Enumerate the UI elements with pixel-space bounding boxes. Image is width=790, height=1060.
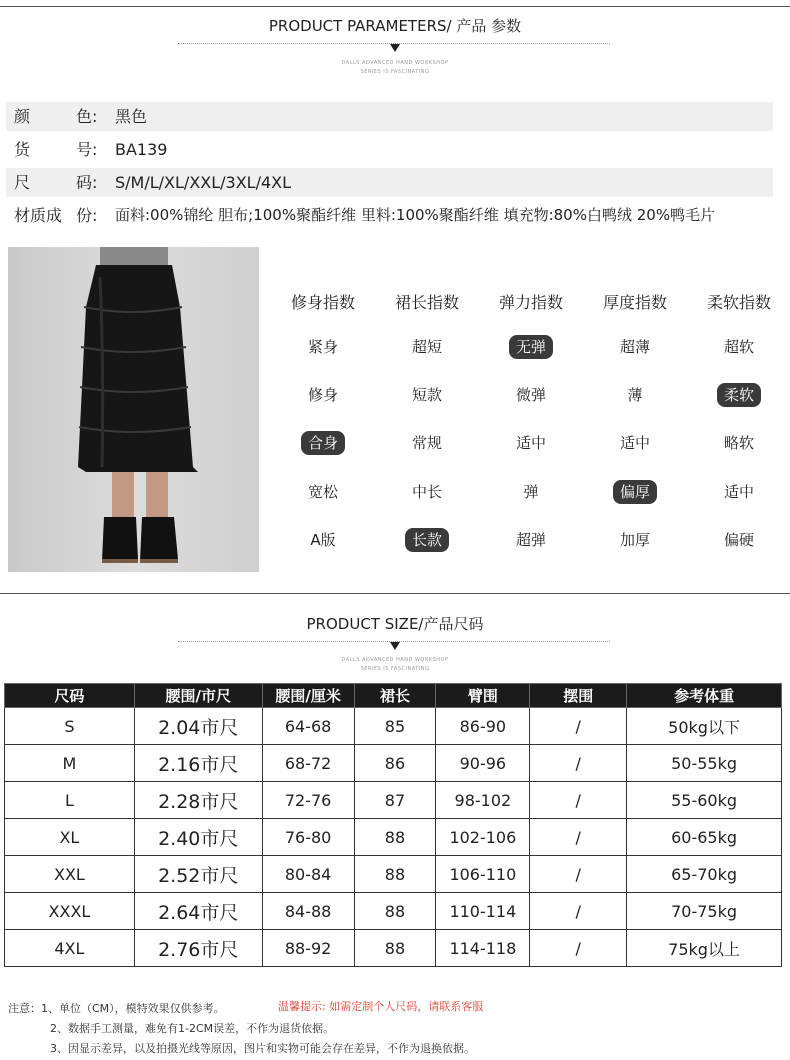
index-option-label: 宽松 <box>307 483 338 501</box>
table-cell: 85 <box>354 708 436 745</box>
index-option <box>481 431 581 455</box>
header-hem: 摆围 <box>530 684 627 708</box>
index-option <box>273 335 373 359</box>
index-option <box>377 480 477 504</box>
index-option-label: 适中 <box>515 434 546 452</box>
table-cell: 50kg以下 <box>627 708 782 745</box>
product-photo <box>8 247 259 572</box>
index-option <box>377 335 477 359</box>
index-header-fit: 修身指数 <box>290 293 355 312</box>
table-cell: 88-92 <box>262 930 354 967</box>
table-row <box>5 930 782 967</box>
note-line-2: 2、数据手工测量，难免有1-2CM误差，不作为退货依据。 <box>50 1022 335 1035</box>
subtitle-line-2: SERIES IS FASCINATING <box>360 69 430 75</box>
index-header-length: 裙长指数 <box>394 293 459 312</box>
index-option <box>273 480 373 504</box>
top-divider <box>0 6 790 7</box>
table-cell: 86-90 <box>436 708 530 745</box>
table-cell: 50-55kg <box>627 745 782 782</box>
header-skirt-length: 裙长 <box>354 684 436 708</box>
param-value: 黑色 <box>115 107 148 126</box>
table-cell: 65-70kg <box>627 856 782 893</box>
table-cell: 88 <box>354 893 436 930</box>
down-triangle-icon <box>390 44 400 52</box>
table-cell: 88 <box>354 856 436 893</box>
table-cell: 2.76市尺 <box>134 930 262 967</box>
table-row <box>5 745 782 782</box>
table-cell: / <box>530 708 627 745</box>
subtitle-line-2: SERIES IS FASCINATING <box>360 666 430 672</box>
table-cell: 2.52市尺 <box>134 856 262 893</box>
param-row-size <box>6 168 773 197</box>
index-header-softness: 柔软指数 <box>706 293 771 312</box>
index-option-label: 适中 <box>619 434 650 452</box>
index-option <box>481 335 581 359</box>
table-cell: L <box>5 782 135 819</box>
parameters-title: PRODUCT PARAMETERS/ 产品 参数 <box>268 17 522 35</box>
down-triangle-icon <box>390 642 400 650</box>
table-cell: 64-68 <box>262 708 354 745</box>
index-option-selected: 偏厚 <box>613 480 657 504</box>
table-row <box>5 893 782 930</box>
header-waist-cm: 腰围/厘米 <box>262 684 354 708</box>
param-value: S/M/L/XL/XXL/3XL/4XL <box>115 173 292 192</box>
table-cell: 2.16市尺 <box>134 745 262 782</box>
table-cell: 2.64市尺 <box>134 893 262 930</box>
param-label-2: 色: <box>76 107 98 126</box>
index-option <box>689 431 789 455</box>
table-row <box>5 708 782 745</box>
index-option <box>689 335 789 359</box>
table-cell: 80-84 <box>262 856 354 893</box>
table-cell: 55-60kg <box>627 782 782 819</box>
param-row-sku <box>6 135 773 164</box>
table-cell: 75kg以上 <box>627 930 782 967</box>
table-row <box>5 782 782 819</box>
table-cell: XXXL <box>5 893 135 930</box>
note-line-1: 注意：1、单位（CM），模特效果仅供参考。 <box>8 1002 225 1015</box>
param-label-2: 号: <box>76 140 98 159</box>
index-option <box>481 480 581 504</box>
index-header-elasticity: 弹力指数 <box>498 293 563 312</box>
index-option <box>377 383 477 407</box>
index-option-label: 中长 <box>411 483 442 501</box>
table-cell: 2.04市尺 <box>134 708 262 745</box>
index-option <box>585 431 685 455</box>
index-option-label: 弹 <box>523 483 539 501</box>
index-option-label: 超软 <box>723 338 754 356</box>
table-cell: 90-96 <box>436 745 530 782</box>
index-option-label: 超短 <box>411 338 442 356</box>
header-waist-chi: 腰围/市尺 <box>134 684 262 708</box>
header-weight: 参考体重 <box>627 684 782 708</box>
note-line-3: 3、因显示差异，以及拍摄光线等原因，图片和实物可能会存在差异，不作为退换依据。 <box>50 1042 475 1055</box>
index-option <box>689 480 789 504</box>
param-label: 尺 <box>14 173 31 192</box>
table-cell: 87 <box>354 782 436 819</box>
index-option-label: 短款 <box>411 386 442 404</box>
index-option-label: 偏硬 <box>723 531 754 549</box>
param-value: 面料:00%锦纶 胆布;100%聚酯纤维 里料:100%聚酯纤维 填充物:80%白鸭绒 20%鸭毛片 <box>115 206 716 224</box>
table-cell: 86 <box>354 745 436 782</box>
index-option-selected: 长款 <box>405 528 449 552</box>
index-option-label: 超薄 <box>619 338 650 356</box>
index-option-label: A版 <box>310 531 336 549</box>
table-cell: 68-72 <box>262 745 354 782</box>
index-option <box>481 528 581 552</box>
param-label-2: 码: <box>76 173 98 192</box>
table-cell: 98-102 <box>436 782 530 819</box>
table-cell: / <box>530 930 627 967</box>
table-row <box>5 819 782 856</box>
table-cell: S <box>5 708 135 745</box>
size-table <box>4 683 782 967</box>
table-cell: / <box>530 745 627 782</box>
index-option <box>377 431 477 455</box>
index-option <box>689 528 789 552</box>
table-cell: 70-75kg <box>627 893 782 930</box>
table-cell: / <box>530 819 627 856</box>
index-option-label: 超弹 <box>515 531 546 549</box>
table-cell: / <box>530 856 627 893</box>
subtitle-line-1: DALLS ADVANCED HAND WORKSHOP <box>341 657 449 663</box>
index-option <box>585 383 685 407</box>
index-option-label: 略软 <box>723 434 754 452</box>
table-cell: 88 <box>354 819 436 856</box>
table-cell: 2.40市尺 <box>134 819 262 856</box>
index-option-label: 薄 <box>627 386 643 404</box>
warm-tip: 温馨提示: 如需定制个人尺码，请联系客服 <box>278 1000 484 1013</box>
table-cell: / <box>530 782 627 819</box>
index-option <box>689 383 789 407</box>
size-title: PRODUCT SIZE/产品尺码 <box>306 615 484 633</box>
param-label-2: 份: <box>76 206 98 225</box>
table-cell: 4XL <box>5 930 135 967</box>
table-header-row <box>5 684 782 708</box>
index-option <box>273 383 373 407</box>
index-option-label: 微弹 <box>515 386 546 404</box>
param-label: 货 <box>14 140 31 159</box>
table-row <box>5 856 782 893</box>
index-option <box>377 528 477 552</box>
param-row-material <box>6 201 773 230</box>
index-option-selected: 柔软 <box>717 383 761 407</box>
index-option-label: 常规 <box>411 434 442 452</box>
param-value: BA139 <box>115 140 168 159</box>
index-option-selected: 无弹 <box>509 335 553 359</box>
index-option-label: 加厚 <box>619 531 650 549</box>
table-cell: XXL <box>5 856 135 893</box>
table-cell: 110-114 <box>436 893 530 930</box>
table-cell: 102-106 <box>436 819 530 856</box>
index-option-label: 适中 <box>723 483 754 501</box>
table-cell: 114-118 <box>436 930 530 967</box>
table-cell: 60-65kg <box>627 819 782 856</box>
table-cell: 88 <box>354 930 436 967</box>
table-cell: 76-80 <box>262 819 354 856</box>
index-option <box>585 528 685 552</box>
table-cell: / <box>530 893 627 930</box>
header-hip: 臂围 <box>436 684 530 708</box>
table-cell: M <box>5 745 135 782</box>
index-option <box>585 480 685 504</box>
index-header-thickness: 厚度指数 <box>602 293 667 312</box>
header-size: 尺码 <box>5 684 135 708</box>
param-label: 颜 <box>14 107 31 126</box>
index-option <box>273 431 373 455</box>
index-option <box>481 383 581 407</box>
param-label: 材质成 <box>14 206 63 225</box>
index-option <box>585 335 685 359</box>
index-option <box>273 528 373 552</box>
table-cell: 84-88 <box>262 893 354 930</box>
index-option-label: 紧身 <box>307 338 338 356</box>
index-option-label: 修身 <box>307 386 338 404</box>
mid-divider <box>0 593 790 594</box>
param-row-color <box>6 102 773 131</box>
table-cell: 2.28市尺 <box>134 782 262 819</box>
table-cell: 106-110 <box>436 856 530 893</box>
table-cell: 72-76 <box>262 782 354 819</box>
subtitle-line-1: DALLS ADVANCED HAND WORKSHOP <box>341 60 449 66</box>
table-cell: XL <box>5 819 135 856</box>
index-option-selected: 合身 <box>301 431 345 455</box>
